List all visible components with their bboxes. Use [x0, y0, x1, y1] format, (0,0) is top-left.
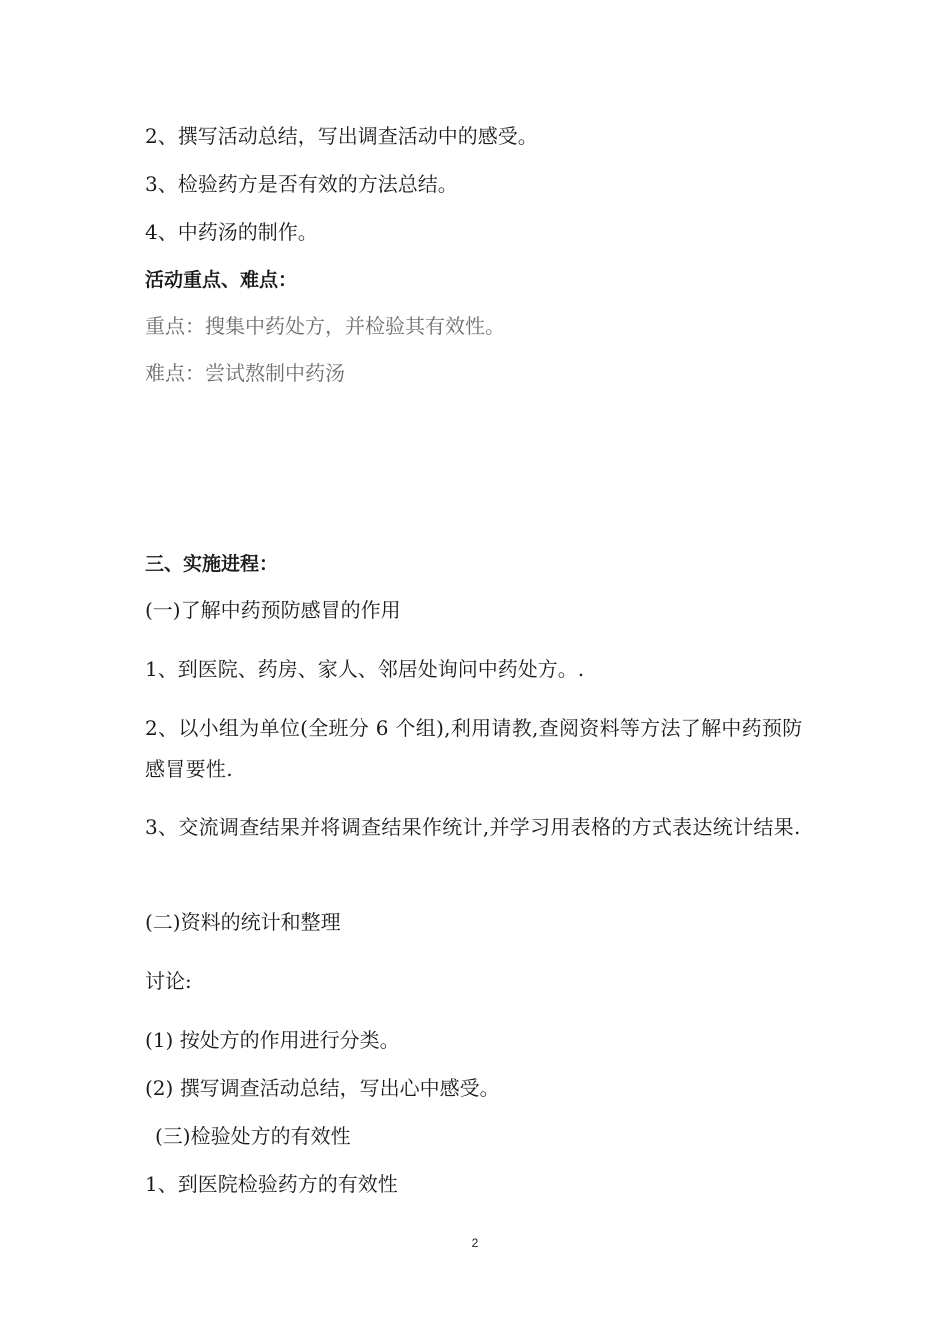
list-item: 1、到医院检验药方的有效性	[145, 1172, 398, 1196]
list-item: 2、撰写活动总结，写出调查活动中的感受。	[145, 124, 538, 148]
paragraph: 2、以小组为单位(全班分 6 个组),利用请教,查阅资料等方法了解中药预防感冒要性.	[145, 716, 803, 781]
list-item: 3、检验药方是否有效的方法总结。	[145, 172, 458, 196]
subsection-title: (二)资料的统计和整理	[145, 910, 341, 934]
difficulty-text: 难点：尝试熬制中药汤	[145, 361, 345, 385]
list-item: (1) 按处方的作用进行分类。	[145, 1028, 400, 1052]
list-item: 1、到医院、药房、家人、邻居处询问中药处方。.	[145, 657, 585, 681]
page-number: 2	[471, 1236, 479, 1250]
discussion-label: 讨论:	[145, 969, 192, 993]
subsection-title: (三)检验处方的有效性	[155, 1124, 351, 1148]
paragraph: 3、交流调查结果并将调查结果作统计,并学习用表格的方式表达统计结果.	[145, 815, 801, 839]
list-item: (2) 撰写调查活动总结，写出心中感受。	[145, 1076, 500, 1100]
section-heading-implementation: 三、实施进程：	[145, 553, 279, 575]
subsection-title: (一)了解中药预防感冒的作用	[145, 598, 401, 622]
section-heading-key-points: 活动重点、难点：	[145, 269, 298, 291]
key-point-text: 重点：搜集中药处方，并检验其有效性。	[145, 314, 505, 338]
list-item: 4、中药汤的制作。	[145, 220, 318, 244]
